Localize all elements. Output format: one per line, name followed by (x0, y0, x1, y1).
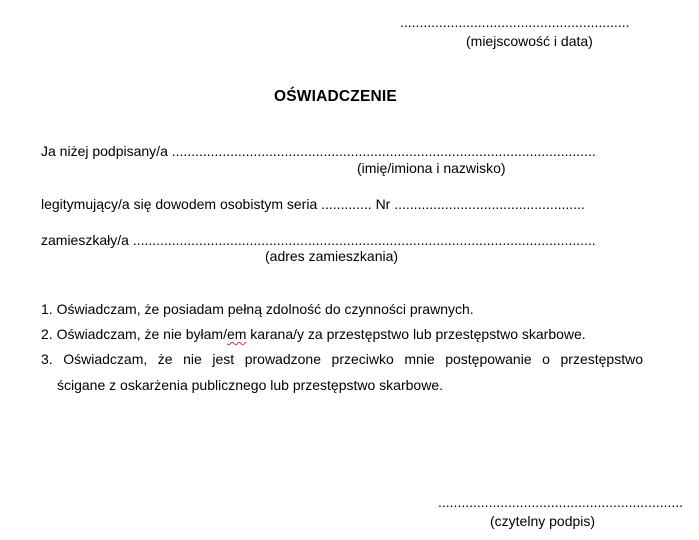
address-field-line: zamieszkały/a ....................................................................................................................... (41, 232, 596, 248)
signature-caption: (czytelny podpis) (490, 513, 596, 529)
declaration-item-2-start: 2. Oświadczam, że nie byłam/ (41, 326, 227, 342)
address-field-caption: (adres zamieszkania) (265, 248, 399, 264)
declaration-item-2 (41, 326, 586, 342)
place-date-caption: (miejscowość i data) (466, 33, 593, 49)
declaration-item-3-line-1: 3. Oświadczam, że nie jest prowadzone przeciwko mnie postępowanie o przestępstwo (41, 351, 643, 367)
document-title: OŚWIADCZENIE (274, 88, 397, 105)
declaration-item-1: 1. Oświadczam, że posiadam pełną zdolność do czynności prawnych. (41, 301, 474, 317)
declaration-item-2-end: karana/y za przestępstwo lub przestępstwo skarbowe. (246, 326, 586, 342)
name-field-caption: (imię/imiona i nazwisko) (357, 160, 506, 176)
spellcheck-marked-word: em (226, 326, 247, 342)
name-field-line: Ja niżej podpisany/a ............................................................................................................. (41, 143, 596, 159)
place-date-line: ........................................................... (400, 14, 630, 30)
declaration-item-3-line-2: ścigane z oskarżenia publicznego lub przestępstwo skarbowe. (57, 377, 443, 393)
signature-line: ............................................................... (438, 494, 684, 510)
id-document-line: legitymujący/a się dowodem osobistym seria ............. Nr ................................................. (41, 196, 585, 212)
